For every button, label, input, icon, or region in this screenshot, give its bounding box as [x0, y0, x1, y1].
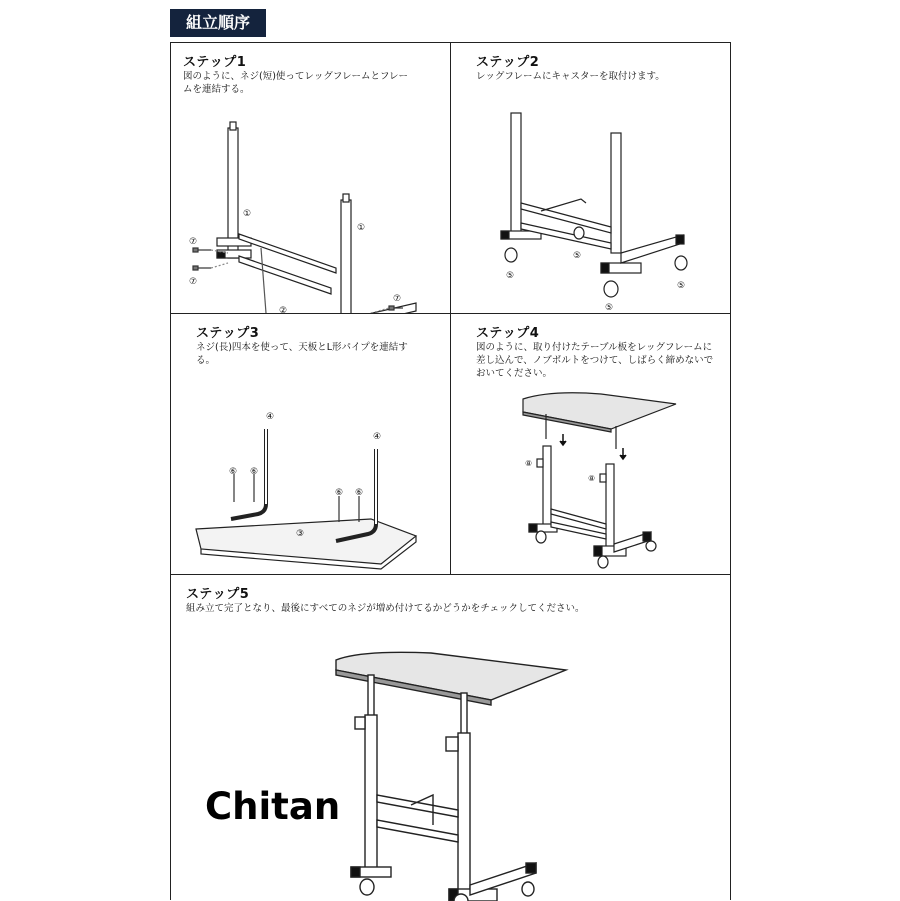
- label-8: ⑧: [588, 474, 596, 483]
- step3-title: ステップ3: [196, 326, 260, 341]
- brand-watermark: Chitan: [205, 785, 341, 828]
- label-6: ⑥: [229, 467, 238, 477]
- label-8: ⑧: [525, 459, 533, 468]
- step3-panel: [170, 313, 451, 575]
- label-6: ⑥: [250, 467, 259, 477]
- section-title: 組立順序: [170, 9, 266, 37]
- step5-title: ステップ5: [186, 587, 250, 602]
- label-2: ②: [279, 306, 288, 313]
- step4-title: ステップ4: [476, 326, 540, 341]
- step2-panel: [450, 42, 731, 314]
- step1-desc: 図のように、ネジ(短)使ってレッグフレームとフレームを連結する。: [183, 71, 409, 95]
- label-5: ⑤: [605, 303, 614, 313]
- step3-desc: ネジ(長)四本を使って、天板とL形パイプを連結する。: [196, 342, 408, 366]
- label-7: ⑦: [393, 294, 402, 304]
- label-3: ③: [296, 529, 305, 539]
- label-1: ①: [243, 209, 252, 219]
- step1-panel: [170, 42, 451, 314]
- step4-illustration: [451, 384, 730, 574]
- step2-illustration: [451, 103, 730, 313]
- step3-illustration: [171, 404, 450, 574]
- step2-desc: レッグフレームにキャスターを取付けます。: [476, 71, 665, 82]
- label-6: ⑥: [355, 488, 364, 498]
- step2-title: ステップ2: [476, 55, 540, 70]
- label-4: ④: [266, 412, 275, 422]
- label-4: ④: [373, 432, 382, 442]
- label-5: ⑤: [506, 271, 515, 281]
- step4-desc: 図のように、取り付けたテーブル板をレッグフレームに差し込んで、ノブボルトをつけて、しばらく締めないでおいてください。: [476, 342, 714, 379]
- label-5: ⑤: [573, 251, 582, 261]
- label-7: ⑦: [189, 277, 198, 287]
- label-5: ⑤: [677, 281, 686, 291]
- step5-panel: [170, 574, 731, 900]
- step1-illustration: [171, 108, 450, 313]
- step1-title: ステップ1: [183, 55, 247, 70]
- step5-desc: 組み立て完了となり、最後にすべてのネジが増め付けてるかどうかをチェックしてください。: [186, 603, 585, 614]
- step4-panel: [450, 313, 731, 575]
- step5-illustration: [171, 645, 730, 901]
- label-7: ⑦: [189, 237, 198, 247]
- label-1: ①: [357, 223, 366, 233]
- label-6: ⑥: [335, 488, 344, 498]
